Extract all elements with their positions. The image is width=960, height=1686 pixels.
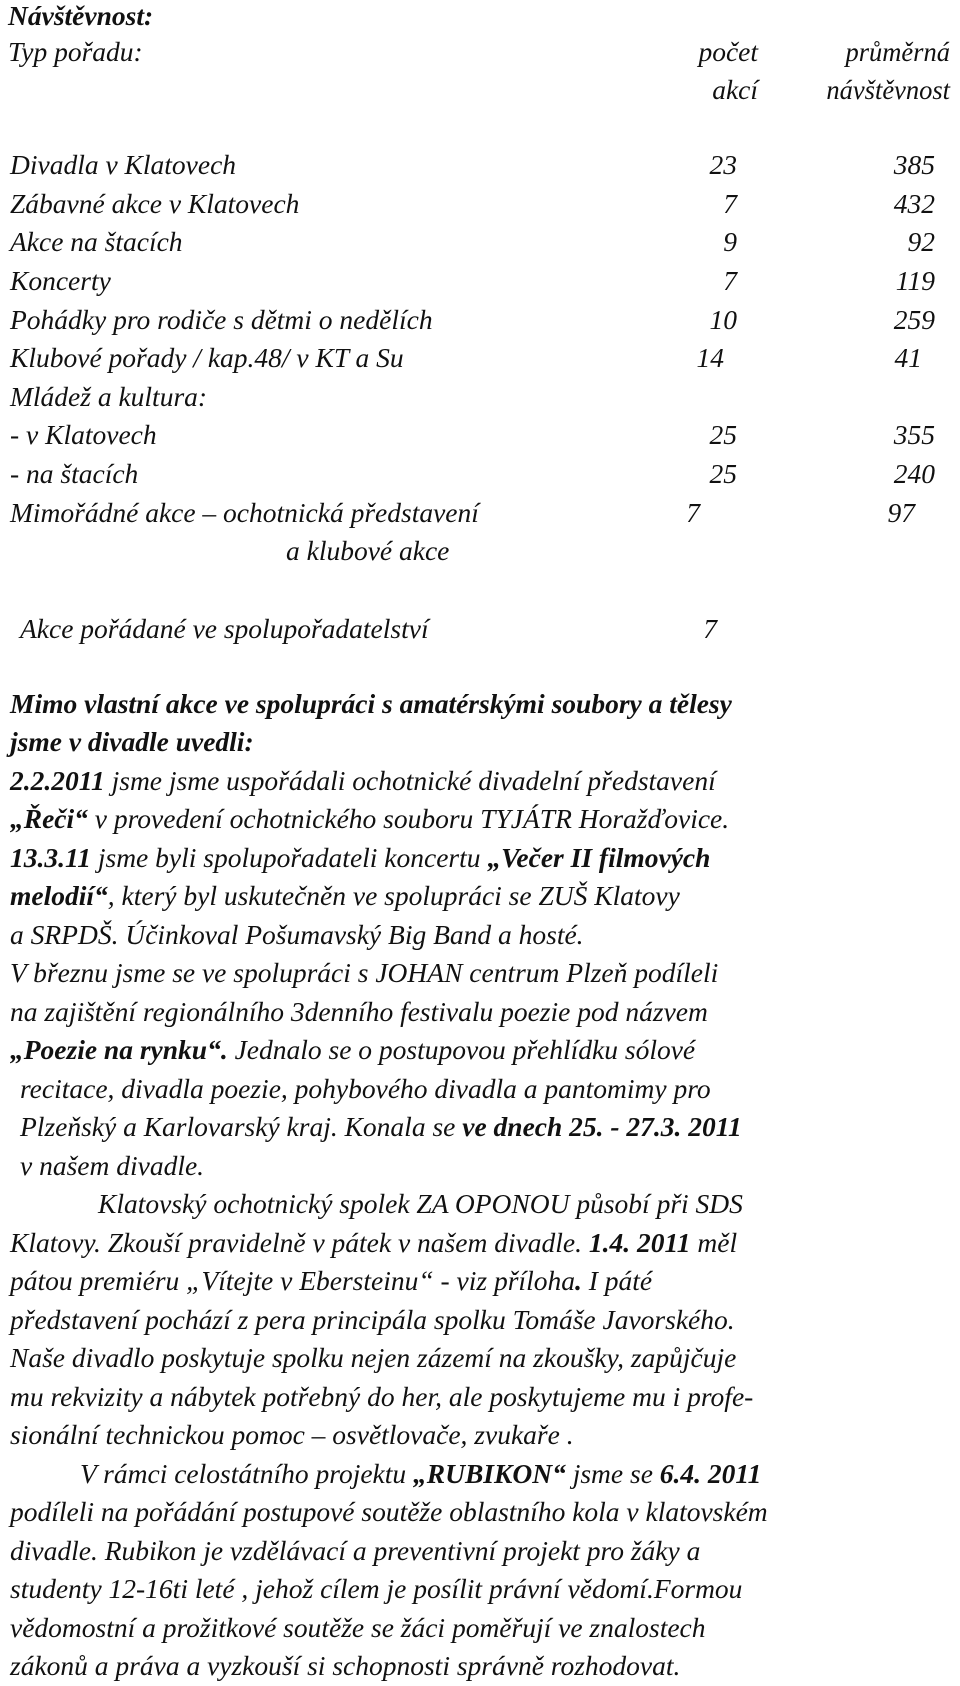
col-avg-header-1: průměrná xyxy=(845,36,950,67)
p5-line-5: vědomostní a prožitkové soutěže se žáci poměřují ve znalostech xyxy=(10,1612,706,1643)
p2-title-b: melodií“ xyxy=(10,880,108,911)
row-avg: 97 xyxy=(887,497,915,528)
row-avg: 92 xyxy=(907,226,935,257)
row-avg: 432 xyxy=(893,188,935,219)
row-label: Mládež a kultura: xyxy=(10,381,208,412)
row-count: 7 xyxy=(723,188,737,219)
row-label: Mimořádné akce – ochotnická představení xyxy=(10,497,479,528)
table-row xyxy=(0,222,960,262)
table-row xyxy=(0,184,960,224)
p5-line-4: studenty 12-16ti leté , jehož cílem je posílit právní vědomí.Formou xyxy=(10,1573,743,1604)
p1-line-2: „Řeči“ v provedení ochotnického souboru TYJÁTR Horažďovice. xyxy=(10,803,730,834)
row-count: 9 xyxy=(723,226,737,257)
row-label: Koncerty xyxy=(10,265,111,296)
p3-line-1: V březnu jsme se ve spolupráci s JOHAN centrum Plzeň podíleli xyxy=(10,957,719,988)
copro-label: Akce pořádané ve spolupořadatelství xyxy=(20,613,429,644)
p5-project: „RUBIKON“ xyxy=(413,1458,566,1489)
table-row xyxy=(0,338,960,378)
table-row xyxy=(0,261,960,301)
p4-line-4: představení pochází z pera principála spolku Tomáše Javorského. xyxy=(10,1304,735,1335)
p5-line-3: divadle. Rubikon je vzdělávací a preventivní projekt pro žáky a xyxy=(10,1535,701,1566)
row-count: 23 xyxy=(709,149,737,180)
table-row xyxy=(0,145,960,185)
p5-line-1: V rámci celostátního projektu „RUBIKON“ jsme se 6.4. 2011 xyxy=(80,1458,762,1489)
row-count: 14 xyxy=(696,342,724,373)
table-row xyxy=(0,415,960,455)
row-label: - v Klatovech xyxy=(10,419,157,450)
p4-line-6: mu rekvizity a nábytek potřebný do her, ale poskytujeme mu i profe- xyxy=(10,1381,754,1412)
p3-title: „Poezie na rynku“. xyxy=(10,1034,228,1065)
copro-count: 7 xyxy=(703,613,717,644)
p3-line-4: recitace, divadla poezie, pohybového divadla a pantomimy pro xyxy=(20,1073,711,1104)
row-avg: 355 xyxy=(893,419,935,450)
p3-line-5: Plzeňský a Karlovarský kraj. Konala se ve dnech 25. - 27.3. 2011 xyxy=(20,1111,742,1142)
section-title-line-1: Mimo vlastní akce ve spolupráci s amatérskými soubory a tělesy xyxy=(10,688,732,719)
p2-date: 13.3.11 xyxy=(10,842,91,873)
p2-line-3: a SRPDŠ. Účinkoval Pošumavský Big Band a hosté. xyxy=(10,919,584,950)
row-count: 7 xyxy=(686,497,700,528)
p3-line-3: „Poezie na rynku“. Jednalo se o postupovou přehlídku sólové xyxy=(10,1034,696,1065)
p5-line-6: zákonů a práva a vyzkouší si schopnosti správně rozhodovat. xyxy=(10,1650,681,1681)
row-count: 25 xyxy=(709,419,737,450)
table-row xyxy=(0,377,960,417)
p5-line-2: podíleli na pořádání postupové soutěže oblastního kola v klatovském xyxy=(10,1496,768,1527)
table-row xyxy=(0,300,960,340)
row-label: Klubové pořady / kap.48/ v KT a Su xyxy=(10,342,404,373)
p2-title-a: „Večer II filmových xyxy=(487,842,711,873)
table-row-continuation: a klubové akce xyxy=(286,535,450,566)
row-avg: 240 xyxy=(893,458,935,489)
p1-line-1: 2.2.2011 jsme jsme uspořádali ochotnické divadelní představení xyxy=(10,765,716,796)
row-avg: 41 xyxy=(894,342,922,373)
row-count: 25 xyxy=(709,458,737,489)
p4-line-5: Naše divadlo poskytuje spolku nejen zázemí na zkoušky, zapůjčuje xyxy=(10,1342,737,1373)
p1-date: 2.2.2011 xyxy=(10,765,105,796)
col-count-header-2: akcí xyxy=(712,74,758,105)
p2-line-1: 13.3.11 jsme byli spolupořadateli koncertu „Večer II filmových xyxy=(10,842,711,873)
p1-title: „Řeči“ xyxy=(10,803,88,834)
type-label: Typ pořadu: xyxy=(8,36,143,67)
row-label: Akce na štacích xyxy=(10,226,183,257)
row-label: Divadla v Klatovech xyxy=(10,149,237,180)
p4-line-1: Klatovský ochotnický spolek ZA OPONOU působí při SDS xyxy=(98,1188,743,1219)
row-label: Zábavné akce v Klatovech xyxy=(10,188,300,219)
p3-line-6: v našem divadle. xyxy=(20,1150,205,1181)
row-label: Pohádky pro rodiče s dětmi o nedělích xyxy=(10,304,433,335)
p3-line-2: na zajištění regionálního 3denního festivalu poezie pod názvem xyxy=(10,996,708,1027)
col-count-header-1: počet xyxy=(698,36,758,67)
table-row xyxy=(0,493,960,533)
col-avg-header-2: návštěvnost xyxy=(826,74,950,105)
row-avg: 259 xyxy=(893,304,935,335)
copro-row xyxy=(0,609,960,649)
row-count: 7 xyxy=(723,265,737,296)
row-label: - na štacích xyxy=(10,458,139,489)
section-title-line-2: jsme v divadle uvedli: xyxy=(10,726,254,757)
page-heading: Návštěvnost: xyxy=(8,0,154,31)
p4-line-2: Klatovy. Zkouší pravidelně v pátek v našem divadle. 1.4. 2011 měl xyxy=(10,1227,738,1258)
table-row xyxy=(0,454,960,494)
p4-line-3: pátou premiéru „Vítejte v Ebersteinu“ - viz příloha. I páté xyxy=(10,1265,653,1296)
row-count: 10 xyxy=(709,304,737,335)
p2-line-2: melodií“, který byl uskutečněn ve spolupráci se ZUŠ Klatovy xyxy=(10,880,680,911)
p4-line-7: sionální technickou pomoc – osvětlovače, zvukaře . xyxy=(10,1419,574,1450)
row-avg: 385 xyxy=(893,149,935,180)
row-avg: 119 xyxy=(895,265,935,296)
